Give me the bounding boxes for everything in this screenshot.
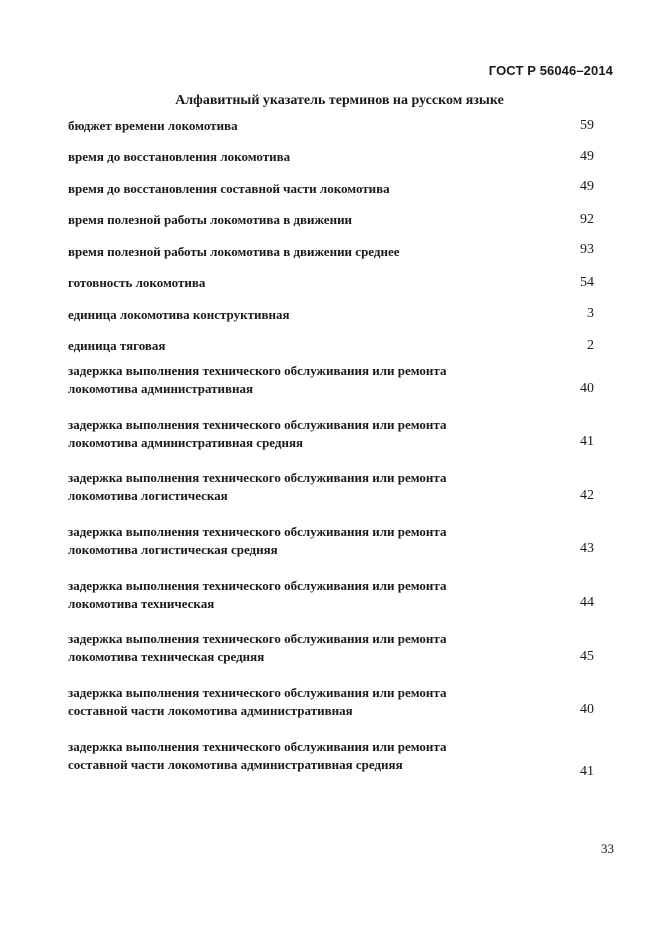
- entry-number: 54: [580, 275, 594, 290]
- index-entry: [68, 684, 594, 720]
- entry-term: задержка выполнения технического обслуживания или ремонта локомотива административная: [68, 363, 447, 396]
- entry-term: задержка выполнения технического обслуживания или ремонта локомотива административная средняя: [68, 417, 447, 450]
- index-entry: [68, 306, 594, 324]
- entry-number: 93: [580, 242, 594, 257]
- entry-term: время до восстановления локомотива: [68, 149, 291, 164]
- entry-term: задержка выполнения технического обслуживания или ремонта составной части локомотива административная: [68, 685, 447, 718]
- document-code: ГОСТ Р 56046–2014: [488, 63, 613, 78]
- index-entry: [68, 117, 594, 135]
- index-entry: [68, 738, 594, 779]
- index-entry: [68, 362, 594, 398]
- index-entry: [68, 274, 594, 292]
- index-entry: [68, 630, 594, 666]
- entry-number: 43: [580, 541, 594, 556]
- entry-term: задержка выполнения технического обслуживания или ремонта локомотива техническая: [68, 578, 447, 611]
- entry-number: 44: [580, 595, 594, 610]
- index-entry: [68, 337, 594, 355]
- index-entry: [68, 243, 594, 261]
- entry-term: задержка выполнения технического обслуживания или ремонта локомотива логистическая: [68, 470, 447, 503]
- entry-number: 45: [580, 649, 594, 664]
- entry-number: 41: [580, 764, 594, 779]
- entry-term: время полезной работы локомотива в движении: [68, 212, 353, 227]
- index-entry: [68, 416, 594, 452]
- entry-number: 49: [580, 179, 594, 194]
- entry-number: 40: [580, 702, 594, 717]
- index-entry: [68, 148, 594, 166]
- page-number: 33: [601, 841, 614, 856]
- index-entry: [68, 469, 594, 505]
- entry-number: 3: [587, 306, 594, 321]
- entry-term: задержка выполнения технического обслуживания или ремонта составной части локомотива административная средняя: [68, 739, 447, 772]
- entry-term: время до восстановления составной части локомотива: [68, 181, 390, 196]
- index-entry: [68, 577, 594, 613]
- entry-number: 41: [580, 434, 594, 449]
- index-entry: [68, 211, 594, 229]
- entry-term: единица тяговая: [68, 338, 166, 353]
- entry-number: 92: [580, 212, 594, 227]
- entry-term: единица локомотива конструктивная: [68, 307, 290, 322]
- entry-number: 40: [580, 381, 594, 396]
- index-entry: [68, 523, 594, 559]
- entry-number: 49: [580, 149, 594, 164]
- entry-term: бюджет времени локомотива: [68, 118, 238, 133]
- entry-term: время полезной работы локомотива в движении среднее: [68, 244, 400, 259]
- index-title: Алфавитный указатель терминов на русском языке: [175, 93, 504, 108]
- entry-number: 42: [580, 488, 594, 503]
- index-entry: [68, 180, 594, 198]
- entry-term: задержка выполнения технического обслуживания или ремонта локомотива логистическая средняя: [68, 524, 447, 557]
- entry-number: 2: [587, 338, 594, 353]
- entry-term: задержка выполнения технического обслуживания или ремонта локомотива техническая средняя: [68, 631, 447, 664]
- entry-number: 59: [580, 118, 594, 133]
- entry-term: готовность локомотива: [68, 275, 206, 290]
